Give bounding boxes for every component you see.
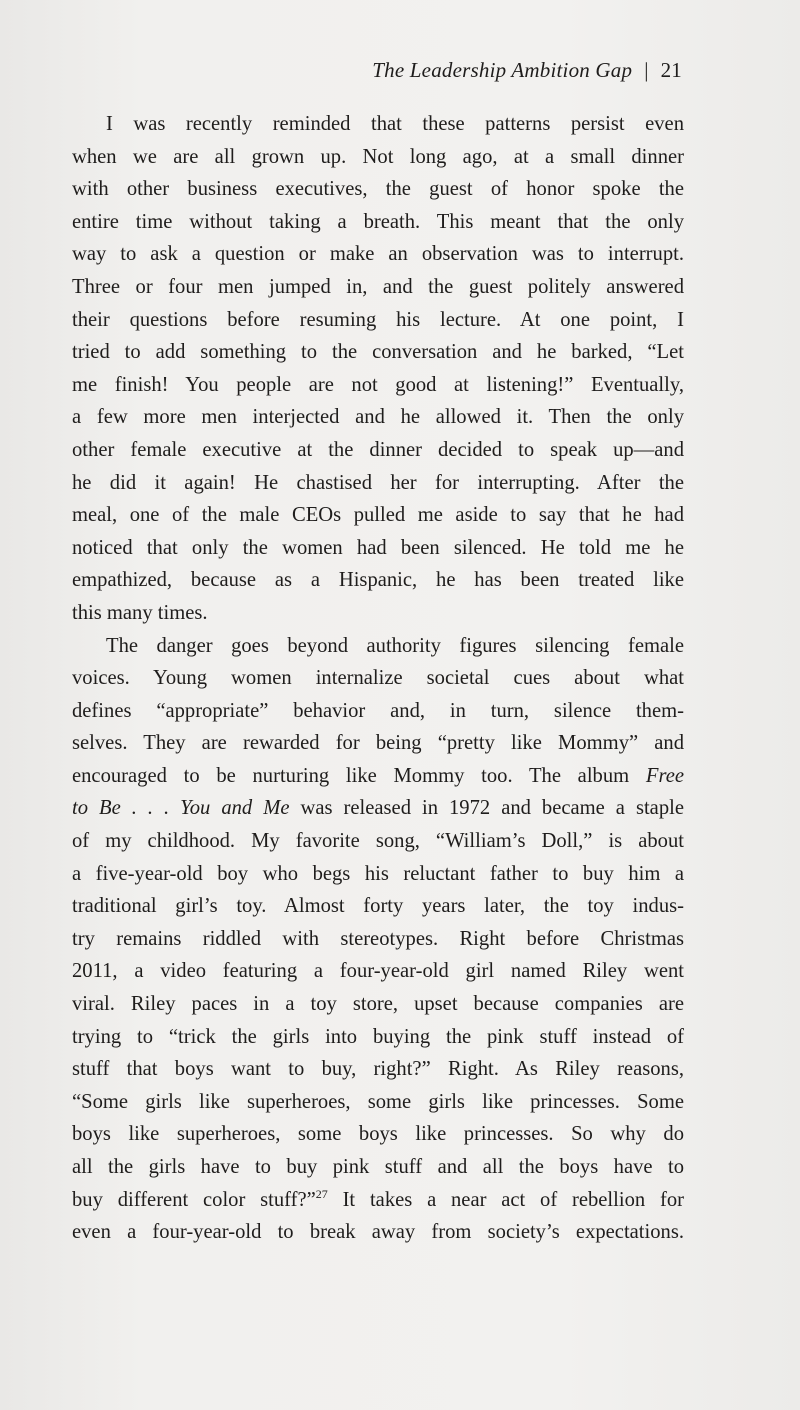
footnote-line-suffix: It takes a near act of rebellion for [327,1188,684,1211]
album-line-prefix: encouraged to be nurturing like Mommy too. The album [72,764,646,787]
chapter-title: The Leadership Ambition Gap [372,58,633,82]
header-separator: | [644,58,649,82]
text-line: me finish! You people are not good at listening!” Eventually, [72,373,684,396]
text-line: tried to add something to the conversation and he barked, “Let [72,341,684,364]
text-line: this many times. [72,601,208,624]
text-line: noticed that only the women had been silenced. He told me he [72,536,684,559]
album-line-suffix: was released in 1972 and became a staple [289,797,684,820]
text-line: try remains riddled with stereotypes. Right before Christmas [72,927,684,950]
page-number: 21 [660,58,682,82]
text-line: Three or four men jumped in, and the guest politely answered [72,275,684,298]
footnote-line-prefix: buy different color stuff?” [72,1188,316,1211]
text-line: meal, one of the male CEOs pulled me aside to say that he had [72,504,684,527]
album-title-part-1: Free [645,764,684,787]
album-title-part-2: to Be . . . You and Me [72,797,290,820]
text-line: trying to “trick the girls into buying the pink stuff instead of [72,1025,684,1048]
text-line: traditional girl’s toy. Almost forty years later, the toy indus- [72,895,684,918]
running-header [372,58,682,83]
body-text [72,108,684,1249]
text-line: a few more men interjected and he allowed it. Then the only [72,406,684,429]
text-line: he did it again! He chastised her for interrupting. After the [72,471,684,494]
text-line: of my childhood. My favorite song, “William’s Doll,” is about [72,830,684,853]
text-line: defines “appropriate” behavior and, in turn, silence them- [72,699,684,722]
text-line-album [72,760,684,793]
text-line: I was recently reminded that these patterns persist even [106,113,684,135]
paragraph-2 [72,630,684,1249]
text-line: even a four-year-old to break away from society’s expectations. [72,1221,684,1244]
text-line: all the girls have to buy pink stuff and all the boys have to [72,1156,684,1178]
text-line: The danger goes beyond authority figures silencing female [106,634,684,657]
footnote-marker: 27 [315,1186,328,1201]
text-line: voices. Young women internalize societal cues about what [72,667,684,690]
text-line: “Some girls like superheroes, some girls like princesses. Some [72,1090,684,1113]
text-line: stuff that boys want to buy, right?” Right. As Riley reasons, [72,1058,684,1081]
text-line: a five-year-old boy who begs his reluctant father to buy him a [72,862,684,885]
paragraph-1 [72,108,684,630]
text-line: 2011, a video featuring a four-year-old girl named Riley went [72,960,684,983]
text-line: viral. Riley paces in a toy store, upset because companies are [72,993,684,1016]
text-line: with other business executives, the guest of honor spoke the [72,178,684,201]
text-line: their questions before resuming his lecture. At one point, I [72,308,684,331]
text-line-footnote [72,1184,684,1217]
text-line: selves. They are rewarded for being “pretty like Mommy” and [72,732,684,755]
text-line: other female executive at the dinner decided to speak up—and [72,438,684,461]
text-line-album-cont [72,792,684,825]
text-line: way to ask a question or make an observation was to interrupt. [72,243,684,266]
text-line: boys like superheroes, some boys like princesses. So why do [72,1123,684,1146]
text-line: empathized, because as a Hispanic, he has been treated like [72,569,684,592]
text-line: entire time without taking a breath. This meant that the only [72,210,684,233]
text-line: when we are all grown up. Not long ago, at a small dinner [72,145,684,168]
